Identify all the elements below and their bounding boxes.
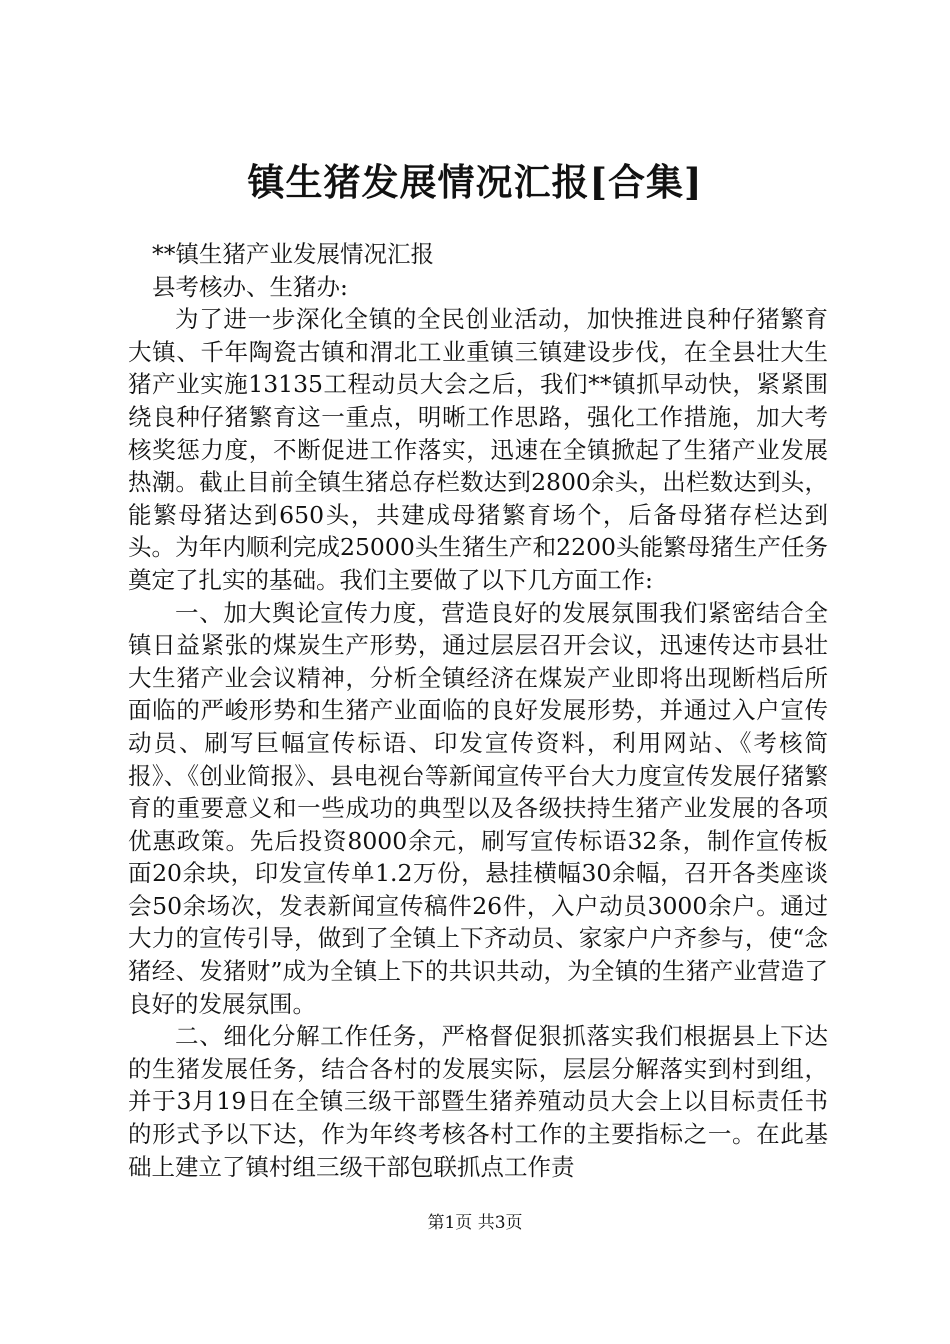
paragraph-intro: 为了进一步深化全镇的全民创业活动，加快推进良种仔猪繁育大镇、千年陶瓷古镇和渭北工业重镇三镇建设步伐，在全县壮大生猪产业实施13135工程动员大会之后，我们**镇抓早动快，紧紧围绕良种仔猪繁育这一重点，明晰工作思路，强化工作措施，加大考核奖惩力度，不断促进工作落实，迅速在全镇掀起了生猪产业发展热潮。截止目前全镇生猪总存栏数达到2800余头，出栏数达到头，能繁母猪达到650头，共建成母猪繁育场个，后备母猪存栏达到头。为年内顺利完成25000头生猪生产和2200头能繁母猪生产任务奠定了扎实的基础。我们主要做了以下几方面工作: (128, 305, 828, 594)
report-subtitle: **镇生猪产业发展情况汇报 (152, 240, 434, 268)
document-title: 镇生猪发展情况汇报[合集] (247, 160, 703, 204)
page-number-footer: 第1页 共3页 (427, 1213, 523, 1233)
paragraph-section-1: 一、加大舆论宣传力度，营造良好的发展氛围我们紧密结合全镇日益紧张的煤炭生产形势，通过层层召开会议，迅速传达市县壮大生猪产业会议精神，分析全镇经济在煤炭产业即将出现断档后所面临的严峻形势和生猪产业面临的良好发展形势，并通过入户宣传动员、刷写巨幅宣传标语、印发宣传资料，利用网站、《考核简报》、《创业简报》、县电视台等新闻宣传平台大力度宣传发展仔猪繁育的重要意义和一些成功的典型以及各级扶持生猪产业发展的各项优惠政策。先后投资8000余元，刷写宣传标语32条，制作宣传板面20余块，印发宣传单1.2万份，悬挂横幅30余幅，召开各类座谈会50余场次，发表新闻宣传稿件26件，入户动员3000余户。通过大力的宣传引导，做到了全镇上下齐动员、家家户户齐参与，使“念猪经、发猪财”成为全镇上下的共识共动，为全镇的生猪产业营造了良好的发展氛围。 (128, 598, 828, 1018)
paragraph-section-2: 二、细化分解工作任务，严格督促狠抓落实我们根据县上下达的生猪发展任务，结合各村的发展实际，层层分解落实到村到组，并于3月19日在全镇三级干部暨生猪养殖动员大会上以目标责任书的形式予以下达，作为年终考核各村工作的主要指标之一。在此基础上建立了镇村组三级干部包联抓点工作责 (128, 1022, 828, 1181)
document-body (128, 238, 828, 1183)
salutation: 县考核办、生猪办: (152, 272, 348, 301)
